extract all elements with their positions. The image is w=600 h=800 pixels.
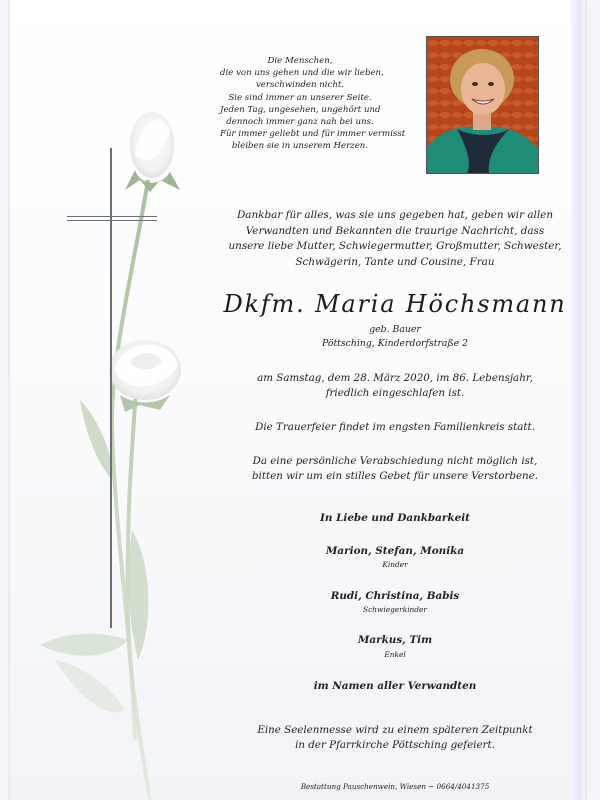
death-notice-line: am Samstag, dem 28. März 2020, im 86. Lebensjahr, xyxy=(257,372,533,384)
poem-line: dennoch immer ganz nah bei uns. xyxy=(226,117,374,128)
poem-line: Für immer geliebt und für immer vermisst xyxy=(220,129,406,140)
poem-line: die von uns gehen und die wir lieben, xyxy=(220,68,384,79)
funeral-home-footer: Bestattung Pauschenwein, Wiesen ~ 0664/4041375 xyxy=(300,782,490,791)
mass-line: Eine Seelenmesse wird zu einem späteren Zeitpunkt xyxy=(257,724,533,736)
poem-line: Die Menschen, xyxy=(267,56,333,66)
intro-line: Schwägerin, Tante und Cousine, Frau xyxy=(295,255,495,268)
poem-line: Jeden Tag, ungesehen, ungehört und xyxy=(220,104,381,115)
intro-line: Verwandten und Bekannten die traurige Nachricht, dass xyxy=(245,224,545,237)
mourner-names: Marion, Stefan, Monika xyxy=(325,545,465,557)
farewell-note xyxy=(205,454,585,484)
mourner-names: Markus, Tim xyxy=(357,634,433,646)
funeral-info: Die Trauerfeier findet im engsten Familienkreis statt. xyxy=(255,421,535,433)
farewell-line: Da eine persönliche Verabschiedung nicht möglich ist, xyxy=(252,455,538,467)
portrait-photo xyxy=(426,36,539,174)
poem-line: Sie sind immer an unserer Seite. xyxy=(228,92,372,103)
intro-line: unsere liebe Mutter, Schwiegermutter, Großmutter, Schwester, xyxy=(228,240,562,253)
birth-name: geb. Bauer xyxy=(369,324,421,335)
deceased-name: Dkfm. Maria Höchsmann xyxy=(223,290,567,318)
announcement-intro xyxy=(205,208,585,270)
cross-horizontal-bar-shadow xyxy=(67,220,157,221)
memorial-mass-note xyxy=(205,723,585,753)
mourner-role: Kinder xyxy=(382,560,408,569)
poem-line: verschwinden nicht. xyxy=(255,80,345,91)
intro-line: Dankbar für alles, was sie uns gegeben hat, geben wir allen xyxy=(236,209,554,221)
mourner-role: Schwiegerkinder xyxy=(363,605,427,614)
white-roses-decoration xyxy=(40,100,210,800)
death-notice xyxy=(205,371,585,401)
cross-horizontal-bar xyxy=(67,216,157,217)
mourner-role: Enkel xyxy=(384,650,406,659)
address: Pöttsching, Kinderdorfstraße 2 xyxy=(321,338,469,349)
love-gratitude: In Liebe und Dankbarkeit xyxy=(320,512,470,524)
portrait-illustration xyxy=(427,37,538,173)
mourner-names: Rudi, Christina, Babis xyxy=(330,590,460,602)
memorial-poem xyxy=(220,55,406,153)
relatives-line: im Namen aller Verwandten xyxy=(313,680,477,692)
death-notice-line: friedlich eingeschlafen ist. xyxy=(325,387,465,399)
poem-line: bleiben sie in unserem Herzen. xyxy=(231,141,369,152)
farewell-line: bitten wir um ein stilles Gebet für unsere Verstorbene. xyxy=(251,470,539,482)
mass-line: in der Pfarrkirche Pöttsching gefeiert. xyxy=(295,739,495,751)
obituary-sheet xyxy=(10,0,585,800)
